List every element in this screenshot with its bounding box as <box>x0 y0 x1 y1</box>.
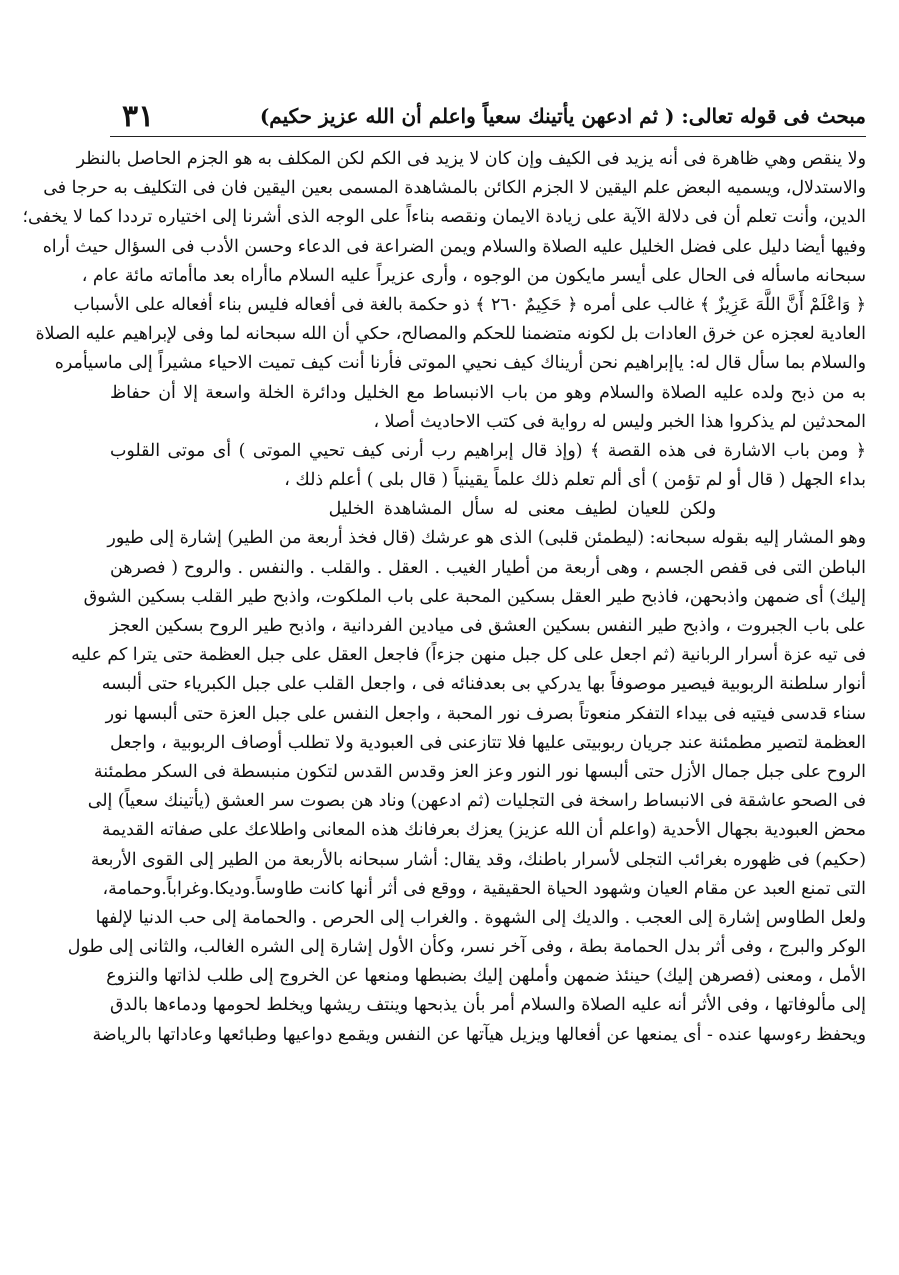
text-line: إلى مألوفاتها ، وفى الأثر أنه عليه الصلاة والسلام أمر بأن يذبحها وينتف ريشها ويخلط لحومها ودماءها بالدق <box>110 995 866 1016</box>
text-line: فى الصحو عاشقة فى الانبساط راسخة فى التجليات (ثم ادعهن) وناد هن بصوت سر العشق (يأتينك سعياً) إلى <box>87 791 866 812</box>
text-line: ﴿ ومن باب الاشارة فى هذه القصة ﴾ (وإذ قال إبراهيم رب أرنى كيف تحيي الموتى ) أى موتى القلوب <box>110 440 866 461</box>
text-line: على باب الجبروت ، واذبح طير النفس بسكين العشق فى ميادين الفردانية ، واذبح طير الروح بسكين العجز <box>110 616 866 636</box>
text-line: والاستدلال، ويسميه البعض علم اليقين لا الجزم الكائن بالمشاهدة المسمى بعين اليقين فان فى التكليف به حرجا فى <box>43 178 866 199</box>
text-line: إليك) أى ضمهن واذبحهن، فاذبح طير العقل بسكين المحبة على باب الملكوت، واذبح طير القلب بسكين الشوق <box>83 586 866 607</box>
text-line: بداء الجهل ( قال أو لم تؤمن ) أى ألم تعلم ذلك علماً يقينياً ( قال بلى ) أعلم ذلك ، <box>284 470 866 491</box>
book-page <box>22 96 866 1226</box>
text-line: ﴿ وَاعْلَمْ أَنَّ اللَّهَ عَزِيزٌ ﴾ غالب على أمره ﴿ حَكِيمٌ ٢٦٠ ﴾ ذو حكمة بالغة فى أفعاله فليس بناء أفعاله على الأسباب <box>73 294 866 315</box>
text-line: العادية لعجزه عن خرق العادات بل لكونه متضمنا للحكم والمصالح، حكي أن الله سبحانه لما وفى لإبراهيم عليه الصلاة <box>35 324 866 345</box>
text-line: الأمل ، ومعنى (فصرهن إليك) حينئذ ضمهن وأملهن إليك بضبطها ومنعها عن الخروج إلى طلب لذاتها والنزوع <box>106 966 866 987</box>
text-line: سبحانه ماسأله فى الحال على أيسر مايكون من الوجوه ، وأرى عزيراً عليه السلام ماأراه بعد ماأماته مائة عام ، <box>81 265 866 286</box>
text-line: فى تيه عزة أسرار الربانية (ثم اجعل على كل جبل منهن جزءاً) فاجعل العقل على جبل العظمة حتى يترا كم عليه <box>71 645 866 666</box>
text-line: به من ذبح ولده عليه الصلاة والسلام وهو من باب الانبساط مع الخليل ودائرة الخلة واسعة إلا أن حفاظ <box>110 382 866 403</box>
text-line: الروح على جبل جمال الأزل حتى ألبسها نور النور وعز العز وقدس القدس لتكون منبسطة فى السكر مطمئنة <box>93 761 866 782</box>
text-line: ويحفظ رءوسها عنده - أى يمنعها عن أفعالها ويزيل هيآتها عن النفس ويقمع دواعيها وطبائعها وعاداتها بالرياضة <box>92 1024 866 1045</box>
poetry-verse: ولكن للعيان لطيف معنى له سأل المشاهدة الخليل <box>328 499 716 520</box>
text-line: ولا ينقص وهي ظاهرة فى أنه يزيد فى الكيف وإن كان لا يزيد فى الكم لكن المكلف به هو الجزم الحاصل بالنظر <box>76 149 866 169</box>
text-line: محض العبودية بجهال الأحدية (واعلم أن الله عزيز) يعزك بعرفانك هذه المعانى واطلاعك على صفاته القديمة <box>101 820 866 841</box>
text-line: التى تمنع العبد عن مقام العيان وشهود الحياة الحقيقية ، ووقع فى أثر أنها كانت طاوساً.وديكا.وغراباً.وحمامة، <box>102 878 866 899</box>
text-line: أنوار سلطنة الربوبية فيصير موصوفاً بها يدركي بى بعدفنائه فى ، واجعل القلب على جبل الكبرياء حتى ألبسه <box>101 674 866 695</box>
text-line: الوكر والبرج ، وفى أثر بدل الحمامة بطة ، وفى آخر نسر، وكأن الأول إشارة إلى الشره الغالب، والثانى إلى طول <box>67 937 866 958</box>
text-line: وفيها أيضا دليل على فضل الخليل عليه الصلاة والسلام ويمن الضراعة فى الدعاء وحسن الأدب فى السؤال حيث أراه <box>42 236 866 257</box>
body-text <box>22 145 866 1050</box>
page-header <box>110 96 866 137</box>
text-line: الباطن التى فى قفص الجسم ، وهى أربعة من أطيار الغيب . العقل . والقلب . والنفس . والروح ( فصرهن <box>110 557 866 578</box>
page-number: ٣١ <box>122 98 155 134</box>
text-line: (حكيم) فى ظهوره بغرائب التجلى لأسرار باطنك، وقد يقال: أشار سبحانه بالأربعة من الطير إلى القوى الأربعة <box>90 849 866 870</box>
text-line: المحدثين لم يذكروا هذا الخبر وليس له رواية فى كتب الاحاديث أصلا ، <box>373 411 866 432</box>
text-line: سناء قدسى فيتيه فى بيداء التفكر منعوتاً بصرف نور المحبة ، واجعل النفس على جبل العزة حتى ألبسها نور <box>105 703 866 724</box>
text-line: العظمة لتصير مطمئنة عند جريان ربوبيتى عليها فلا تتازعنى فى العبودية ولا تطلب أوصاف الربوبية ، واجعل <box>110 732 866 753</box>
text-line: وهو المشار إليه بقوله سبحانه: (ليطمئن قلبى) الذى هو عرشك (قال فخذ أربعة من الطير) إشارة إلى طيور <box>107 528 866 549</box>
text-line: الدين، وأنت تعلم أن فى دلالة الآية على زيادة الايمان ونقصه بناءاً على الوجه الذى أشرنا إلى اختياره ترددا كما لا يخفى؛ <box>22 207 866 228</box>
text-line: ولعل الطاوس إشارة إلى العجب . والديك إلى الشهوة . والغراب إلى الحرص . والحمامة إلى حب الدنيا لإلفها <box>95 907 866 928</box>
text-line: والسلام بما سأل قال له: ياإبراهيم نحن أريناك كيف نحيي الموتى فأرنا أنت كيف تميت الاحياء مشيراً إلى ماسيأمره <box>54 353 866 374</box>
running-title: مبحث فى قوله تعالى: ( ثم ادعهن يأتينك سعياً واعلم أن الله عزيز حكيم) <box>259 104 866 128</box>
